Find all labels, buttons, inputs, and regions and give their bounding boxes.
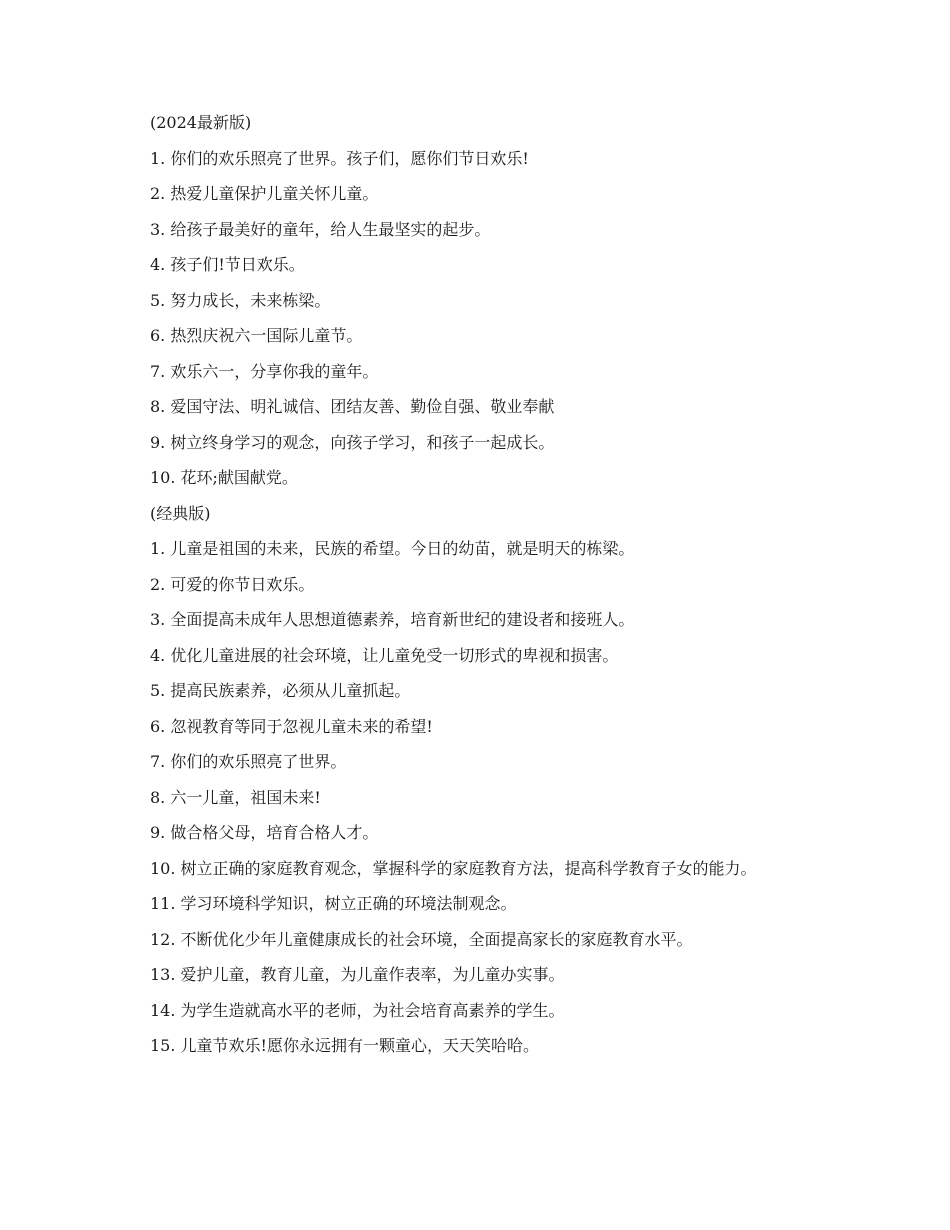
slogan-item: 6. 热烈庆祝六一国际儿童节。 — [150, 326, 363, 345]
slogan-item: 2. 热爱儿童保护儿童关怀儿童。 — [150, 184, 379, 203]
slogan-item: 5. 努力成长，未来栋梁。 — [150, 290, 331, 310]
slogan-item: 8. 六一儿童，祖国未来! — [150, 787, 321, 807]
section-heading-2024: (2024最新版) — [150, 113, 252, 132]
slogan-item: 10. 树立正确的家庭教育观念，掌握科学的家庭教育方法，提高科学教育子女的能力。 — [150, 858, 757, 878]
document-body — [114, 112, 834, 1071]
slogan-item: 2. 可爱的你节日欢乐。 — [150, 574, 315, 594]
slogan-item: 4. 孩子们!节日欢乐。 — [150, 255, 305, 274]
slogan-item: 9. 做合格父母，培育合格人才。 — [150, 823, 379, 842]
slogan-item: 3. 全面提高未成年人思想道德素养，培育新世纪的建设者和接班人。 — [150, 610, 635, 629]
slogan-item: 13. 爱护儿童，教育儿童，为儿童作表率，为儿童办实事。 — [150, 965, 565, 984]
slogan-item: 4. 优化儿童进展的社会环境，让儿童免受一切形式的卑视和损害。 — [150, 645, 619, 665]
slogan-item: 15. 儿童节欢乐!愿你永远拥有一颗童心，天天笑哈哈。 — [150, 1036, 539, 1055]
slogan-item: 1. 儿童是祖国的未来，民族的希望。今日的幼苗，就是明天的栋梁。 — [150, 539, 635, 558]
slogan-item: 10. 花环;献国献党。 — [150, 468, 298, 487]
section-heading-classic: (经典版) — [150, 503, 211, 523]
slogan-item: 7. 欢乐六一，分享你我的童年。 — [150, 361, 379, 381]
slogan-item: 9. 树立终身学习的观念，向孩子学习，和孩子一起成长。 — [150, 432, 555, 452]
slogan-item: 5. 提高民族素养，必须从儿童抓起。 — [150, 681, 411, 700]
slogan-item: 11. 学习环境科学知识，树立正确的环境法制观念。 — [150, 894, 517, 913]
slogan-item: 12. 不断优化少年儿童健康成长的社会环境，全面提高家长的家庭教育水平。 — [150, 929, 693, 949]
slogan-item: 6. 忽视教育等同于忽视儿童未来的希望! — [150, 716, 433, 736]
slogan-item: 8. 爱国守法、明礼诚信、团结友善、勤俭自强、敬业奉献 — [150, 397, 555, 416]
slogan-item: 3. 给孩子最美好的童年，给人生最坚实的起步。 — [150, 219, 491, 239]
slogan-item: 7. 你们的欢乐照亮了世界。 — [150, 752, 347, 771]
slogan-item: 1. 你们的欢乐照亮了世界。孩子们，愿你们节日欢乐! — [150, 148, 529, 168]
slogan-item: 14. 为学生造就高水平的老师，为社会培育高素养的学生。 — [150, 1000, 565, 1020]
